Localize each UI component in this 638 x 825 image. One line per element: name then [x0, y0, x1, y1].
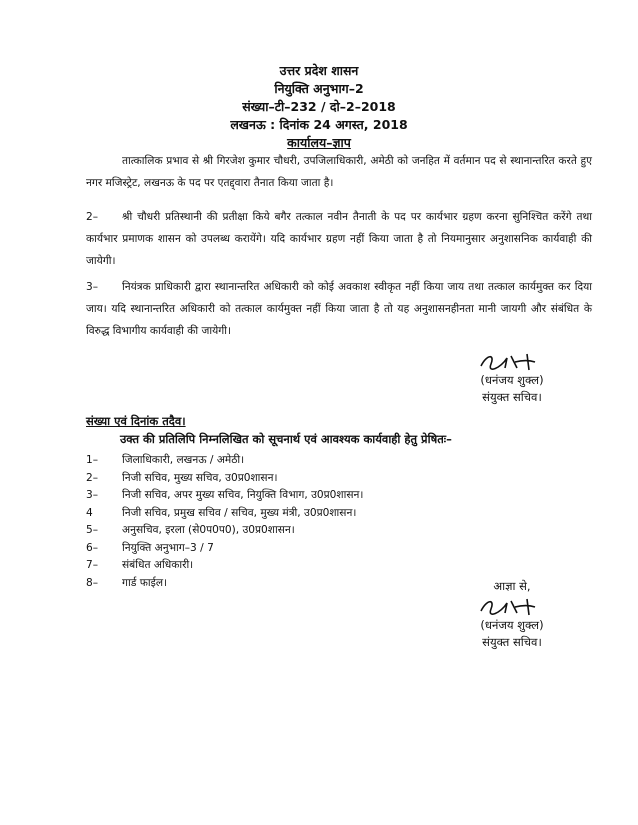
- signatory-designation: संयुक्त सचिव।: [482, 390, 542, 404]
- section-name: नियुक्ति अनुभाग–2: [274, 81, 364, 96]
- by-order-line: आज्ञा से,: [493, 579, 531, 593]
- office-memo-title: कार्यालय–ज्ञाप: [287, 135, 351, 150]
- reference-line: संख्या एवं दिनांक तदैव।: [86, 414, 186, 428]
- paragraph-number: 3–: [86, 281, 99, 293]
- place-date: लखनऊ : दिनांक 24 अगस्त, 2018: [230, 117, 408, 132]
- list-item: 2– निजी सचिव, मुख्य सचिव, उ0प्र0शासन।: [86, 471, 278, 484]
- paragraph-1: [86, 150, 592, 194]
- paragraph-number: 2–: [86, 211, 99, 223]
- list-item: 6– नियुक्ति अनुभाग–3 / 7: [86, 541, 214, 554]
- paragraph-text: नियंत्रक प्राधिकारी द्वारा स्थानान्तरित अधिकारी को कोई अवकाश स्वीकृत नहीं किया जाय तथा तत्काल कार्यमुक्त कर दिया जाय। यदि स्थानान्तरित अधिकारी को तत्काल कार्यमुक्त नहीं किया जाता है तो यह अनुशासनहीनता मानी जायगी और संबंधित के विरुद्ध विभागीय कार्यवाही की जायेगी।: [86, 281, 592, 337]
- signature-block-2: [452, 578, 572, 651]
- paragraph-text: तात्कालिक प्रभाव से श्री गिरजेश कुमार चौधरी, उपजिलाधिकारी, अमेठी को जनहित में वर्तमान पद से स्थानान्तरित करते हुए नगर मजिस्ट्रेट, लखनऊ के पद पर एतद्द्वारा तैनात किया जाता है।: [86, 155, 592, 189]
- list-item: 7– संबंधित अधिकारी।: [86, 559, 194, 571]
- handwritten-signature-icon: [477, 350, 547, 372]
- list-item: 1– जिलाधिकारी, लखनऊ / अमेठी।: [86, 454, 245, 466]
- government-title: उत्तर प्रदेश शासन: [279, 63, 359, 78]
- list-item: 5– अनुसचिव, इरला (से0प0प0), उ0प्र0शासन।: [86, 524, 295, 536]
- copy-recipients-list: [86, 452, 556, 592]
- handwritten-signature-icon: [477, 595, 547, 617]
- document-header: [0, 62, 638, 152]
- list-item: 8– गार्ड फाईल।: [86, 576, 168, 589]
- paragraph-2: [86, 206, 592, 272]
- list-item: 4 निजी सचिव, प्रमुख सचिव / सचिव, मुख्य मंत्री, उ0प्र0शासन।: [86, 506, 357, 519]
- signatory-designation: संयुक्त सचिव।: [482, 635, 542, 649]
- signatory-name: (धनंजय शुक्ल): [480, 618, 544, 632]
- signatory-name: (धनंजय शुक्ल): [480, 373, 544, 387]
- paragraph-3: [86, 276, 592, 342]
- signature-block-1: [452, 350, 572, 406]
- list-item: 3– निजी सचिव, अपर मुख्य सचिव, नियुक्ति विभाग, उ0प्र0शासन।: [86, 489, 364, 501]
- paragraph-text: श्री चौधरी प्रतिस्थानी की प्रतीक्षा किये बगैर तत्काल नवीन तैनाती के पद पर कार्यभार ग्रहण करना सुनिश्चित करेंगे तथा कार्यभार प्रमाणक शासन को उपलब्ध करायेंगे। यदि कार्यभार ग्रहण नहीं किया जाता है तो नियमानुसार अनुशासनिक कार्यवाही की जायेगी।: [86, 211, 592, 267]
- copy-intro: उक्त की प्रतिलिपि निम्नलिखित को सूचनार्थ एवं आवश्यक कार्यवाही हेतु प्रेषितः–: [120, 432, 452, 446]
- document-number: संख्या–टी–232 / दो–2–2018: [242, 99, 396, 114]
